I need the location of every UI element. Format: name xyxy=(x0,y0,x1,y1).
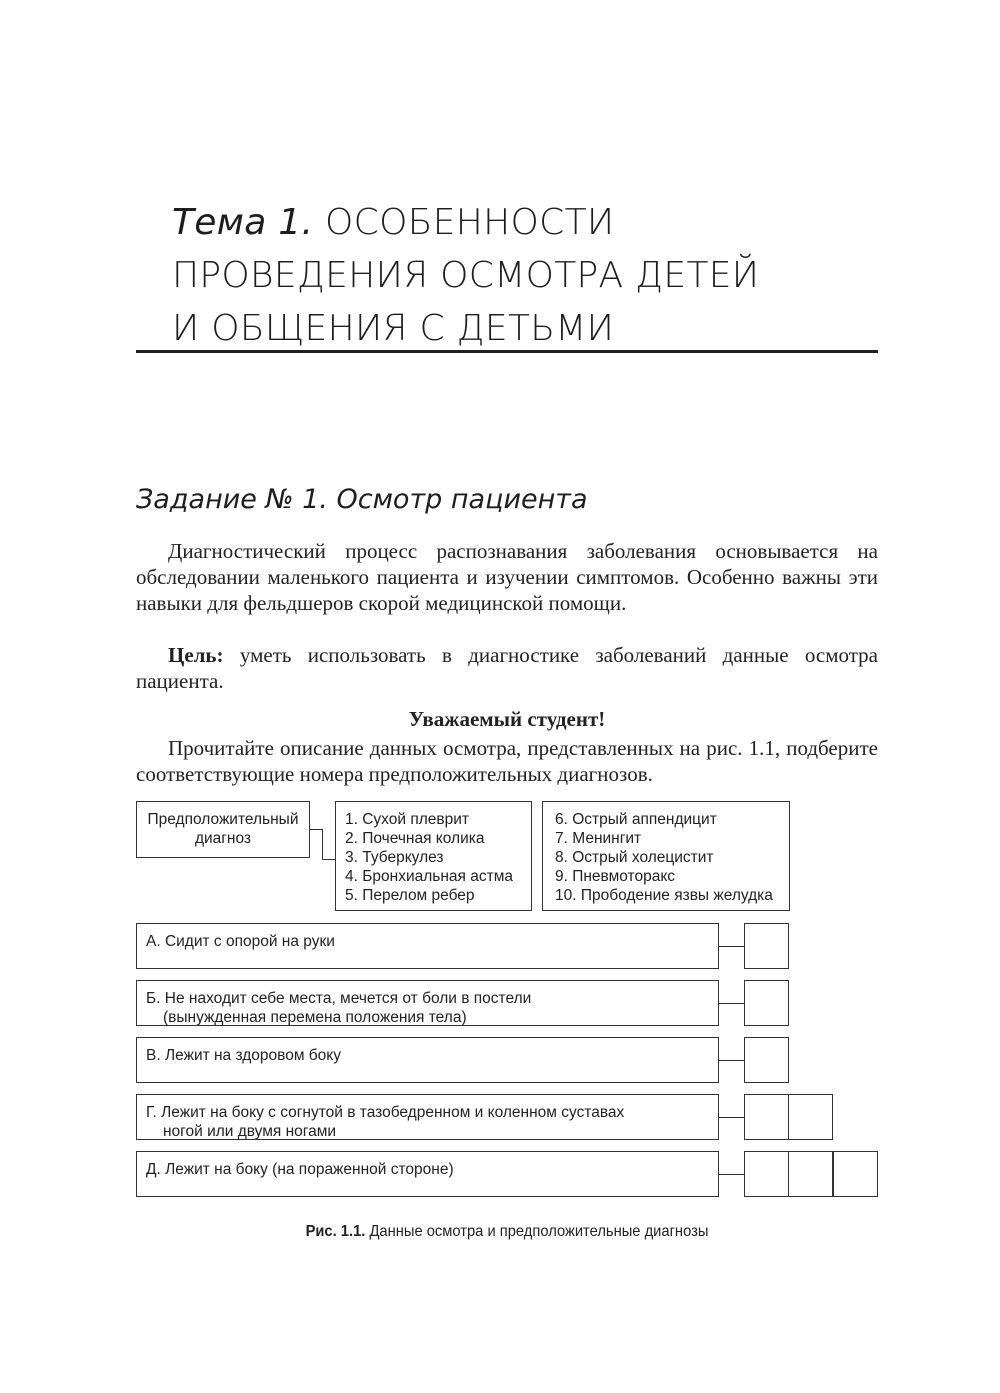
finding-a xyxy=(136,923,719,969)
finding-v-text: В. Лежит на здоровом боку xyxy=(146,1047,342,1064)
diagnosis-label-box xyxy=(136,801,310,858)
figure-caption-label: Рис. 1.1. xyxy=(305,1223,366,1240)
diagnosis-item: 4. Бронхиальная астма xyxy=(345,868,513,885)
finding-d-text: Д. Лежит на боку (на пораженной стороне) xyxy=(146,1161,454,1178)
diagnosis-label-line2: диагноз xyxy=(194,830,252,847)
finding-g-text: Г. Лежит на боку с согнутой в тазобедренном и коленном суставах xyxy=(146,1104,625,1121)
finding-b-connector xyxy=(719,1003,745,1004)
intro-paragraph: Диагностический процесс распознавания заболевания основывается на обследовании маленького пациента и изучении симптомов. Особенно важны эти навыки для фельдшеров скорой медицинской помощи. xyxy=(136,539,878,615)
diagnosis-list-1 xyxy=(335,801,532,911)
diagnosis-connector-vertical xyxy=(322,829,323,860)
diagnosis-item: 1. Сухой плеврит xyxy=(345,811,470,828)
title-divider xyxy=(136,350,878,353)
figure-caption xyxy=(166,1223,849,1241)
answer-box-d-2[interactable] xyxy=(788,1151,833,1197)
answer-box-d-1[interactable] xyxy=(744,1151,789,1197)
diagnosis-item: 7. Менингит xyxy=(555,830,642,847)
diagnosis-item: 5. Перелом ребер xyxy=(345,887,475,904)
topic-title-line3: И ОБЩЕНИЯ С ДЕТЬМИ xyxy=(172,308,615,349)
diagnosis-item: 2. Почечная колика xyxy=(345,830,485,847)
diagnosis-item: 10. Прободение язвы желудка xyxy=(555,887,773,904)
topic-title-line1: ОСОБЕННОСТИ xyxy=(325,202,615,243)
finding-g-text-2: ногой или двумя ногами xyxy=(163,1123,337,1140)
greeting: Уважаемый студент! xyxy=(408,707,606,731)
diagnosis-list-2 xyxy=(542,801,790,911)
answer-box-b-1[interactable] xyxy=(744,980,789,1026)
finding-v xyxy=(136,1037,719,1083)
diagnosis-item: 9. Пневмоторакс xyxy=(555,868,676,885)
answer-box-g-2[interactable] xyxy=(788,1094,833,1140)
instruction-paragraph: Прочитайте описание данных осмотра, представленных на рис. 1.1, подберите соответствующие номера предположительных диагнозов. xyxy=(136,736,878,786)
finding-b-text-2: (вынужденная перемена положения тела) xyxy=(163,1009,467,1026)
answer-box-v-1[interactable] xyxy=(744,1037,789,1083)
figure-caption-text: Данные осмотра и предположительные диагнозы xyxy=(369,1223,709,1240)
answer-box-d-3[interactable] xyxy=(833,1151,878,1197)
finding-b-text: Б. Не находит себе места, мечется от боли в постели xyxy=(146,990,532,1007)
finding-d-connector xyxy=(719,1174,745,1175)
finding-v-connector xyxy=(719,1060,745,1061)
goal-paragraph xyxy=(136,642,878,694)
task-title: Задание № 1. Осмотр пациента xyxy=(136,484,588,515)
goal-text: уметь использовать в диагностике заболеваний данные осмотра пациента. xyxy=(136,643,878,693)
topic-title-line2: ПРОВЕДЕНИЯ ОСМОТРА ДЕТЕЙ xyxy=(172,255,760,296)
goal-label: Цель: xyxy=(168,643,224,667)
diagnosis-item: 6. Острый аппендицит xyxy=(555,811,717,828)
topic-number: Тема 1. xyxy=(172,202,314,243)
finding-a-text: А. Сидит с опорой на руки xyxy=(146,933,335,950)
diagnosis-connector-stub xyxy=(322,859,335,860)
diagnosis-item: 8. Острый холецистит xyxy=(555,849,714,866)
diagnosis-item: 3. Туберкулез xyxy=(345,849,444,866)
finding-b xyxy=(136,980,719,1026)
topic-title xyxy=(172,196,892,355)
finding-a-connector xyxy=(719,946,745,947)
answer-box-g-1[interactable] xyxy=(744,1094,789,1140)
finding-g-connector xyxy=(719,1117,745,1118)
finding-d xyxy=(136,1151,719,1197)
diagnosis-label-line1: Предположительный xyxy=(147,811,299,828)
answer-box-a-1[interactable] xyxy=(744,923,789,969)
finding-g xyxy=(136,1094,719,1140)
